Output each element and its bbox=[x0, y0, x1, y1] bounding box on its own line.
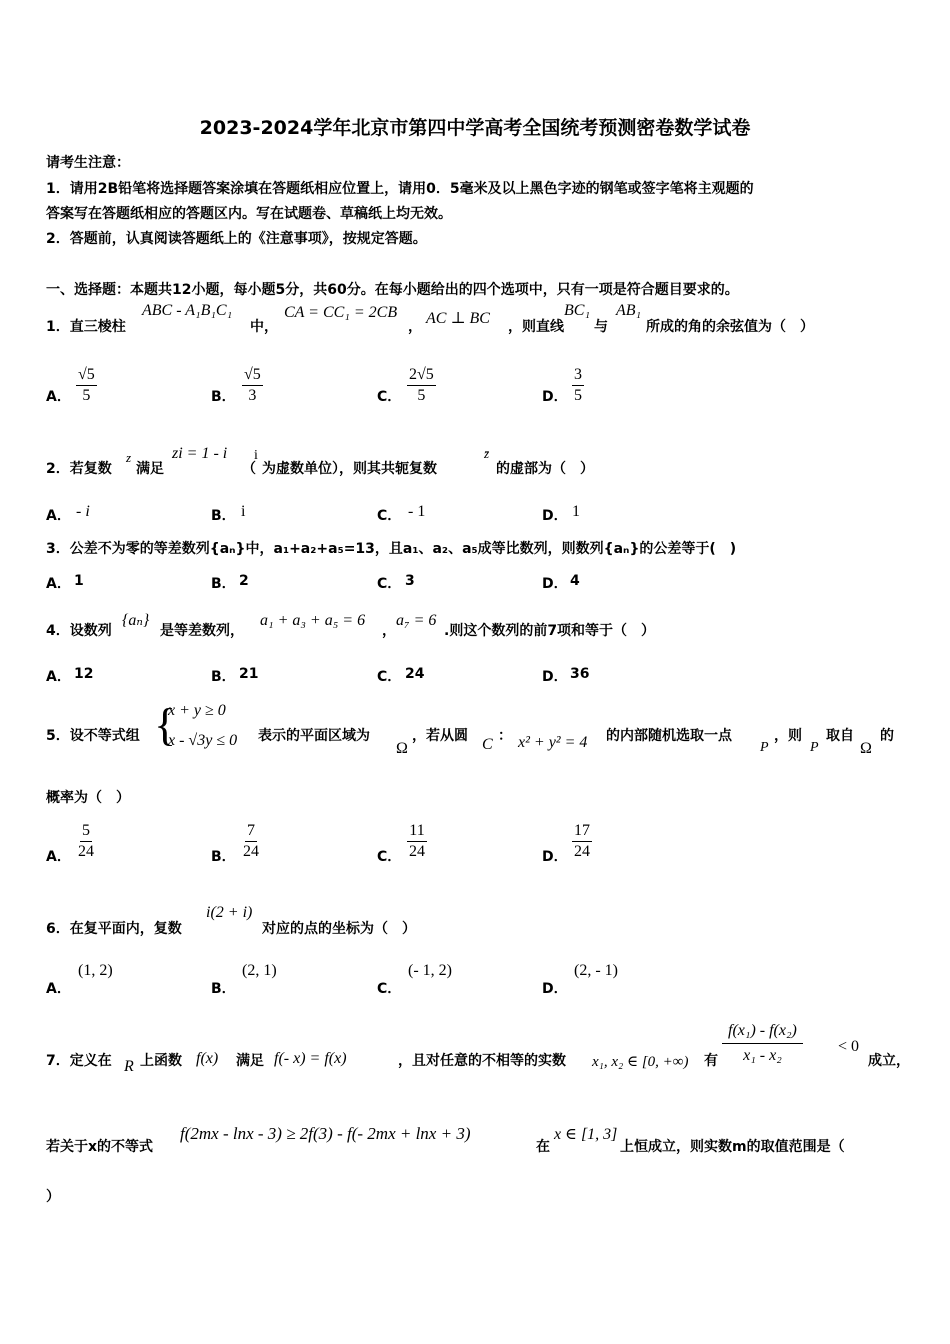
q3-option-d-value: 4 bbox=[570, 573, 580, 589]
q3-option-a-label: A． bbox=[46, 576, 71, 592]
q4-text-2: 是等差数列， bbox=[160, 623, 244, 639]
question-7-line-2 bbox=[46, 1118, 916, 1155]
q1-option-b-label: B． bbox=[211, 389, 236, 405]
q1-option-b-value: $\frac{√5}{3}$ bbox=[244, 366, 261, 404]
notice-line-2: 答案写在答题纸相应的答题区内。写在试题卷、草稿纸上均无效。 bbox=[46, 206, 452, 222]
q6-option-c-value: (- 1, 2) bbox=[408, 962, 452, 979]
q6-option-d-value: (2, - 1) bbox=[574, 962, 618, 979]
q2-option-c-value: - 1 bbox=[408, 503, 426, 520]
q4-option-b-value: 21 bbox=[239, 666, 259, 682]
q3-option-c-value: 3 bbox=[405, 573, 415, 589]
q2-math-1: z bbox=[126, 450, 132, 465]
q7-math-interval: x ∈ [1, 3] bbox=[554, 1126, 618, 1143]
q7-text-9: 上恒成立，则实数m的取值范围是（ bbox=[620, 1139, 845, 1155]
q2-math-3: i bbox=[254, 448, 258, 463]
q1-text-5: 与 bbox=[594, 319, 608, 335]
q7-text-3: 满足 bbox=[236, 1053, 264, 1069]
q7-math-fx: f(x) bbox=[196, 1050, 219, 1067]
q4-text-1: 4．设数列 bbox=[46, 623, 112, 639]
q6-text-1: 6．在复平面内，复数 bbox=[46, 921, 182, 937]
q2-option-b-label: B． bbox=[211, 508, 236, 524]
q5-option-c-value: $\frac{11}{24}$ bbox=[409, 822, 425, 860]
q2-text-2: 满足 bbox=[136, 461, 164, 477]
q5-math-circle: x² + y² = 4 bbox=[518, 734, 588, 751]
q5-text-8: 的 bbox=[880, 728, 894, 744]
q1-option-d-label: D． bbox=[542, 389, 568, 405]
q4-text-4: .则这个数列的前7项和等于（ ） bbox=[444, 623, 656, 639]
notice-line-3: 2．答题前，认真阅读答题纸上的《注意事项》，按规定答题。 bbox=[46, 231, 427, 247]
q5-inequality-2: x - √3y ≤ 0 bbox=[168, 732, 238, 749]
q4-option-c-label: C． bbox=[377, 669, 402, 685]
q2-option-a-value: - i bbox=[76, 503, 90, 520]
q1-math-5: AB₁ bbox=[616, 302, 642, 319]
q5-text-9: 概率为（ ） bbox=[46, 790, 130, 806]
q5-math-omega-2: Ω bbox=[860, 740, 872, 757]
q1-math-4: BC₁ bbox=[564, 302, 591, 319]
q1-math-3: AC ⊥ BC bbox=[426, 310, 490, 327]
q3-option-c-label: C． bbox=[377, 576, 402, 592]
q6-text-2: 对应的点的坐标为（ ） bbox=[262, 921, 416, 937]
q4-options bbox=[46, 666, 646, 686]
q4-option-d-value: 36 bbox=[570, 666, 590, 682]
q2-option-d-label: D． bbox=[542, 508, 568, 524]
q3-options bbox=[46, 573, 646, 593]
q2-text-4: 为虚数单位），则其共轭复数 bbox=[262, 461, 437, 477]
q3-option-d-label: D． bbox=[542, 576, 568, 592]
q7-math-inequality: f(2mx - lnx - 3) ≥ 2f(3) - f(- 2mx + lnx + 3) bbox=[180, 1124, 471, 1143]
q1-math-1: ABC - A₁B₁C₁ bbox=[142, 302, 233, 319]
q7-text-10: ） bbox=[46, 1189, 60, 1205]
q7-text-5: 有 bbox=[704, 1053, 718, 1069]
q7-text-8: 在 bbox=[536, 1139, 550, 1155]
q7-math-domain: x₁, x₂ ∈ [0, +∞) bbox=[592, 1054, 689, 1070]
question-5 bbox=[46, 700, 906, 762]
q5-math-p1: P bbox=[760, 740, 769, 755]
page-title: 2023-2024学年北京市第四中学高考全国统考预测密卷数学试卷 bbox=[199, 117, 751, 139]
q2-text-5: 的虚部为（ ） bbox=[496, 461, 594, 477]
q1-text-6: 所成的角的余弦值为（ ） bbox=[646, 319, 814, 335]
q5-math-omega: Ω bbox=[396, 740, 408, 757]
q1-text-4: ，则直线 bbox=[508, 319, 564, 335]
question-7 bbox=[46, 1020, 916, 1080]
q1-math-2: CA = CC₁ = 2CB bbox=[284, 304, 398, 321]
q2-text-3: （ bbox=[242, 461, 256, 477]
q7-math-lt: < 0 bbox=[838, 1038, 860, 1055]
q1-text-3: ， bbox=[408, 319, 422, 335]
q4-math-1: {aₙ} bbox=[122, 612, 150, 629]
q7-text-1: 7．定义在 bbox=[46, 1053, 112, 1069]
q4-math-3: a₇ = 6 bbox=[396, 612, 437, 629]
q1-option-a-label: A． bbox=[46, 389, 71, 405]
q5-text-5: 的内部随机选取一点 bbox=[606, 728, 732, 744]
notice-heading: 请考生注意： bbox=[46, 155, 130, 171]
q7-math-even: f(- x) = f(x) bbox=[274, 1050, 347, 1067]
q7-text-7: 若关于x的不等式 bbox=[46, 1139, 154, 1155]
q2-math-2: zi = 1 - i bbox=[172, 445, 228, 462]
q4-option-c-value: 24 bbox=[405, 666, 425, 682]
q4-option-a-label: A． bbox=[46, 669, 71, 685]
q5-text-7: 取自 bbox=[826, 728, 854, 744]
q2-option-c-label: C． bbox=[377, 508, 402, 524]
q1-option-c-value: $\frac{2√5}{5}$ bbox=[409, 366, 434, 404]
q2-math-4: z̄ bbox=[484, 446, 490, 461]
q5-math-p2: P bbox=[810, 740, 819, 755]
q7-fraction: $\frac{\text{f(x₁) - f(x₂)}}{\text{x₁ - x₂}}$ bbox=[722, 1022, 803, 1065]
q6-option-b-label: B． bbox=[211, 981, 236, 997]
q5-option-b-label: B． bbox=[211, 849, 236, 865]
q5-text-3: ，若从圆 bbox=[412, 728, 468, 744]
q2-text-1: 2．若复数 bbox=[46, 461, 112, 477]
q2-option-a-label: A． bbox=[46, 508, 71, 524]
q2-option-b-value: i bbox=[241, 503, 246, 520]
q5-option-a-label: A． bbox=[46, 849, 71, 865]
q5-option-d-label: D． bbox=[542, 849, 568, 865]
q1-option-a-value: $\frac{√5}{5}$ bbox=[78, 366, 95, 404]
q1-text-1: 1．直三棱柱 bbox=[46, 319, 126, 335]
q5-text-2: 表示的平面区域为 bbox=[258, 728, 370, 744]
q4-math-2: a₁ + a₃ + a₅ = 6 bbox=[260, 612, 366, 629]
q5-option-b-value: $\frac{7}{24}$ bbox=[243, 822, 259, 860]
q7-text-4: ，且对任意的不相等的实数 bbox=[398, 1053, 566, 1069]
q6-option-c-label: C． bbox=[377, 981, 402, 997]
q5-inequality-1: x + y ≥ 0 bbox=[168, 702, 226, 719]
q1-option-c-label: C． bbox=[377, 389, 402, 405]
q7-text-6: 成立， bbox=[868, 1053, 910, 1069]
q5-option-a-value: $\frac{5}{24}$ bbox=[78, 822, 94, 860]
q1-text-2: 中， bbox=[250, 319, 278, 335]
q4-option-b-label: B． bbox=[211, 669, 236, 685]
q4-option-a-value: 12 bbox=[74, 666, 94, 682]
q1-option-d-value: $\frac{3}{5}$ bbox=[574, 366, 582, 404]
q7-math-r: R bbox=[124, 1058, 134, 1075]
q2-options bbox=[46, 503, 646, 525]
q5-option-c-label: C． bbox=[377, 849, 402, 865]
q3-option-a-value: 1 bbox=[74, 573, 84, 589]
q6-option-a-label: A． bbox=[46, 981, 71, 997]
q3-option-b-label: B． bbox=[211, 576, 236, 592]
q5-brace: { bbox=[154, 699, 177, 750]
q1-options bbox=[46, 364, 646, 414]
q5-option-d-value: $\frac{17}{24}$ bbox=[574, 822, 590, 860]
q5-math-c: C bbox=[482, 736, 493, 753]
q5-options bbox=[46, 820, 646, 870]
q6-option-a-value: (1, 2) bbox=[78, 962, 113, 979]
q4-text-3: ， bbox=[382, 623, 396, 639]
q7-text-2: 上函数 bbox=[140, 1053, 182, 1069]
question-3: 3．公差不为零的等差数列{aₙ}中，a₁+a₂+a₅=13，且a₁、a₂、a₅成等比数列，则数列{aₙ}的公差等于( ) bbox=[46, 541, 737, 557]
q6-math-1: i(2 + i) bbox=[206, 904, 253, 921]
q6-options bbox=[46, 962, 646, 996]
q2-option-d-value: 1 bbox=[572, 503, 580, 520]
q6-option-b-value: (2, 1) bbox=[242, 962, 277, 979]
q5-text-6: ，则 bbox=[774, 728, 802, 744]
q6-option-d-label: D． bbox=[542, 981, 568, 997]
q4-option-d-label: D． bbox=[542, 669, 568, 685]
q5-text-4: ： bbox=[498, 728, 512, 744]
q5-text-1: 5．设不等式组 bbox=[46, 728, 140, 744]
notice-line-1: 1．请用2B铅笔将选择题答案涂填在答题纸相应位置上，请用0．5毫米及以上黑色字迹的钢笔或签字笔将主观题的 bbox=[46, 181, 754, 197]
section-heading: 一、选择题：本题共12小题，每小题5分，共60分。在每小题给出的四个选项中，只有一项是符合题目要求的。 bbox=[46, 282, 739, 298]
q3-option-b-value: 2 bbox=[239, 573, 249, 589]
